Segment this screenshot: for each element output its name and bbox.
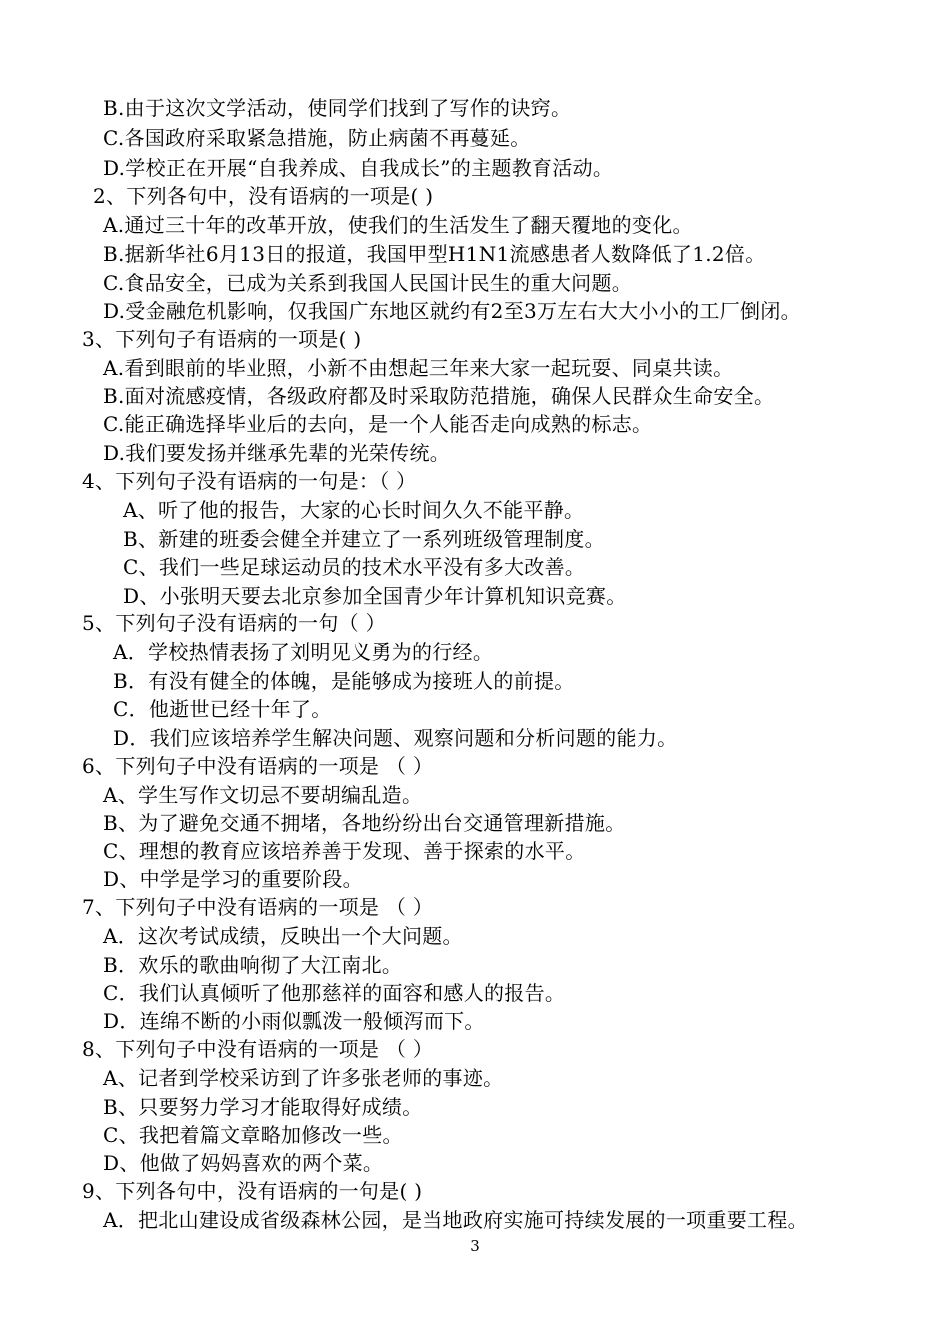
- text-line: C．他逝世已经十年了。: [113, 697, 332, 721]
- question-8: 8、下列句子中没有语病的一项是 （ ）: [82, 1037, 434, 1061]
- text-line: B.由于这次文学活动，使同学们找到了写作的诀窍。: [103, 96, 572, 120]
- question-5: 5、下列句子没有语病的一句（ ）: [82, 611, 386, 635]
- question-3: 3、下列句子有语病的一项是( ): [82, 327, 362, 351]
- text-line: C.各国政府采取紧急措施，防止病菌不再蔓延。: [103, 126, 531, 150]
- question-9: 9、下列各句中，没有语病的一句是( ): [82, 1179, 423, 1203]
- text-line: A．把北山建设成省级森林公园，是当地政府实施可持续发展的一项重要工程。: [103, 1208, 808, 1232]
- text-line: C.食品安全，已成为关系到我国人民国计民生的重大问题。: [103, 271, 633, 295]
- text-line: D．我们应该培养学生解决问题、观察问题和分析问题的能力。: [113, 726, 678, 750]
- text-line: B.据新华社6月13日的报道，我国甲型H1N1流感患者人数降低了1.2倍。: [103, 242, 766, 266]
- text-line: A、记者到学校采访到了许多张老师的事迹。: [103, 1066, 504, 1090]
- text-line: D、小张明天要去北京参加全国青少年计算机知识竞赛。: [123, 584, 627, 608]
- text-line: B、新建的班委会健全并建立了一系列班级管理制度。: [123, 527, 605, 551]
- text-line: A、学生写作文切忌不要胡编乱造。: [103, 783, 423, 807]
- question-7: 7、下列句子中没有语病的一项是 （ ）: [82, 895, 434, 919]
- text-line: B．有没有健全的体魄，是能够成为接班人的前提。: [113, 669, 575, 693]
- text-line: A．学校热情表扬了刘明见义勇为的行经。: [113, 640, 494, 664]
- page-number: 3: [470, 1237, 480, 1255]
- text-line: D．连绵不断的小雨似瓢泼一般倾泻而下。: [103, 1009, 485, 1033]
- text-line: C.能正确选择毕业后的去向，是一个人能否走向成熟的标志。: [103, 412, 653, 436]
- text-line: D、他做了妈妈喜欢的两个菜。: [103, 1151, 384, 1175]
- text-line: D.我们要发扬并继承先辈的光荣传统。: [103, 441, 451, 465]
- text-line: C、我们一些足球运动员的技术水平没有多大改善。: [123, 555, 586, 579]
- question-4: 4、下列句子没有语病的一句是：（ ）: [82, 469, 417, 493]
- text-line: C．我们认真倾听了他那慈祥的面容和感人的报告。: [103, 981, 566, 1005]
- text-line: B、为了避免交通不拥堵，各地纷纷出台交通管理新措施。: [103, 811, 626, 835]
- text-line: A.通过三十年的改革开放，使我们的生活发生了翻天覆地的变化。: [103, 213, 693, 237]
- text-line: D、中学是学习的重要阶段。: [103, 867, 363, 891]
- text-line: B.面对流感疫情，各级政府都及时采取防范措施，确保人民群众生命安全。: [103, 384, 775, 408]
- text-line: B、只要努力学习才能取得好成绩。: [103, 1095, 423, 1119]
- text-line: B．欢乐的歌曲响彻了大江南北。: [103, 953, 403, 977]
- text-line: A．这次考试成绩，反映出一个大问题。: [103, 924, 463, 948]
- question-6: 6、下列句子中没有语病的一项是 （ ）: [82, 754, 434, 778]
- text-line: C、我把着篇文章略加修改一些。: [103, 1123, 403, 1147]
- text-line: D.受金融危机影响，仅我国广东地区就约有2至3万左右大大小小的工厂倒闭。: [103, 299, 801, 323]
- text-line: D.学校正在开展“自我养成、自我成长”的主题教育活动。: [103, 156, 614, 180]
- text-line: C、理想的教育应该培养善于发现、善于探索的水平。: [103, 839, 586, 863]
- text-line: A.看到眼前的毕业照，小新不由想起三年来大家一起玩耍、同桌共读。: [103, 356, 734, 380]
- question-2: 2、下列各句中，没有语病的一项是( ): [93, 184, 434, 208]
- text-line: A、听了他的报告，大家的心长时间久久不能平静。: [123, 498, 585, 522]
